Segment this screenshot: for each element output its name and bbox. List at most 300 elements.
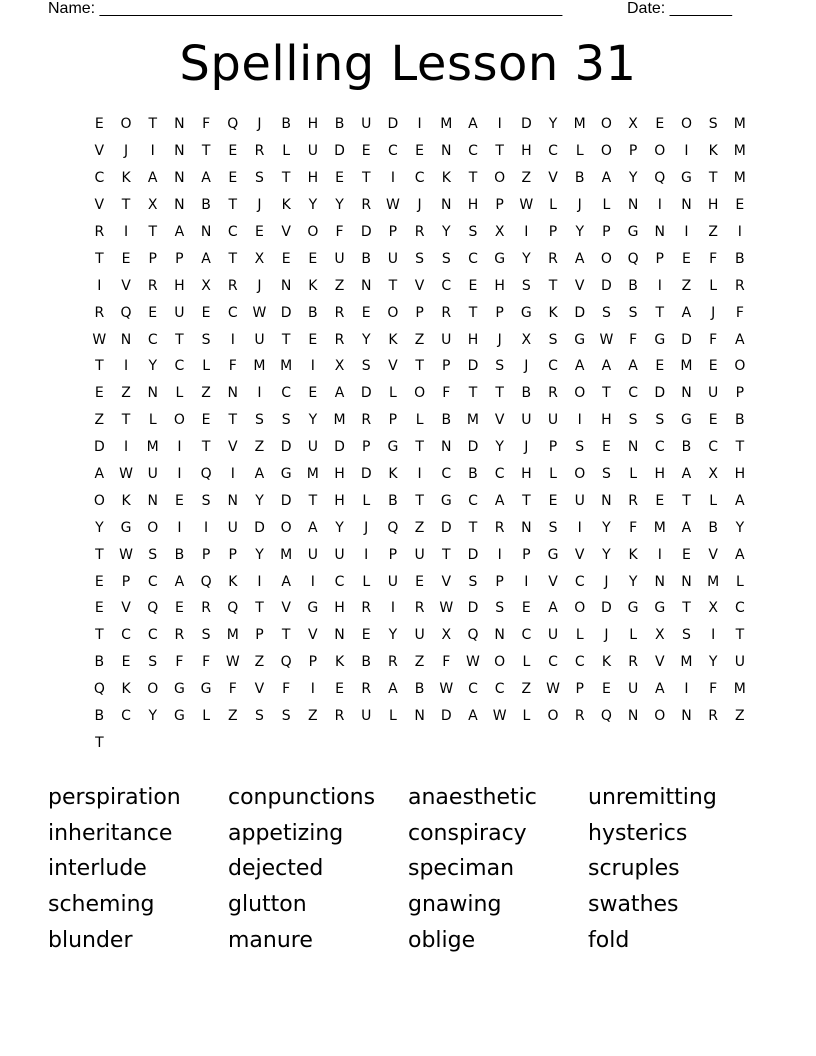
grid-letter: K — [308, 277, 318, 294]
grid-letter: X — [441, 627, 452, 644]
grid-letter: E — [228, 170, 238, 187]
grid-letter: Z — [121, 385, 131, 402]
grid-letter: A — [735, 331, 745, 348]
grid-letter: L — [415, 412, 424, 429]
grid-letter: P — [522, 546, 531, 563]
grid-letter: P — [442, 358, 451, 375]
grid-letter: I — [390, 600, 395, 617]
grid-letter: M — [440, 116, 453, 133]
grid-letter: E — [94, 385, 104, 402]
grid-letter: Z — [308, 708, 318, 725]
grid-letter: C — [521, 627, 532, 644]
grid-letter: C — [494, 681, 505, 698]
grid-letter: J — [257, 197, 262, 214]
grid-letter: B — [361, 654, 372, 671]
word-list-item: gnawing — [408, 892, 502, 918]
grid-letter: Z — [735, 708, 745, 725]
grid-letter: I — [657, 277, 662, 294]
grid-letter: O — [600, 143, 612, 160]
grid-letter: I — [150, 143, 155, 160]
grid-letter: Y — [495, 439, 504, 456]
grid-letter: E — [308, 331, 318, 348]
grid-letter: C — [227, 224, 238, 240]
grid-letter: J — [364, 519, 369, 536]
grid-letter: R — [94, 304, 105, 321]
grid-letter: I — [204, 519, 209, 536]
grid-letter: T — [495, 385, 504, 402]
grid-letter: S — [468, 224, 478, 240]
grid-letter: T — [95, 250, 104, 267]
grid-letter: B — [414, 681, 425, 698]
grid-letter: L — [202, 708, 210, 725]
grid-letter: D — [467, 358, 479, 375]
grid-letter: G — [627, 600, 639, 617]
grid-letter: I — [123, 224, 129, 240]
grid-letter: P — [361, 439, 371, 456]
grid-letter: V — [654, 654, 665, 671]
grid-letter: O — [600, 116, 612, 133]
grid-letter: V — [254, 681, 265, 698]
grid-letter: E — [708, 358, 718, 375]
grid-letter: C — [548, 358, 558, 375]
grid-letter: K — [628, 546, 638, 563]
grid-letter: F — [735, 304, 744, 321]
grid-letter: M — [306, 466, 319, 483]
grid-letter: F — [175, 654, 184, 671]
grid-letter: S — [201, 627, 211, 644]
grid-letter: F — [335, 224, 344, 240]
grid-letter: B — [361, 250, 372, 267]
grid-letter: Y — [602, 519, 611, 536]
word-list-item: dejected — [228, 856, 324, 882]
grid-letter: C — [147, 331, 158, 348]
grid-letter: I — [257, 385, 262, 402]
grid-letter: L — [575, 143, 584, 160]
grid-letter: J — [524, 439, 529, 456]
grid-letter: A — [388, 681, 398, 698]
grid-letter: D — [467, 439, 479, 456]
grid-letter: P — [495, 304, 504, 321]
grid-letter: M — [733, 170, 746, 187]
word-list-item: manure — [228, 927, 313, 953]
grid-letter: O — [387, 304, 399, 321]
grid-letter: L — [362, 492, 371, 509]
grid-letter: U — [334, 546, 345, 563]
grid-letter: C — [468, 250, 478, 267]
grid-letter: L — [282, 143, 291, 160]
grid-letter: H — [467, 331, 479, 348]
grid-letter: N — [521, 519, 532, 536]
grid-letter: L — [389, 385, 397, 402]
grid-letter: F — [629, 519, 638, 536]
grid-letter: C — [468, 143, 478, 160]
grid-letter: X — [654, 627, 665, 644]
grid-letter: B — [708, 519, 718, 536]
grid-letter: S — [495, 358, 505, 375]
grid-letter: N — [414, 708, 425, 725]
grid-letter: A — [308, 519, 318, 536]
page-title: Spelling Lesson 31 — [179, 36, 637, 92]
grid-letter: S — [468, 573, 478, 590]
grid-letter: T — [281, 627, 291, 644]
word-list-item: fold — [588, 927, 630, 953]
grid-letter: R — [414, 224, 425, 240]
grid-letter: U — [387, 250, 399, 267]
grid-letter: X — [254, 250, 265, 267]
grid-letter: N — [334, 627, 345, 644]
grid-letter: E — [415, 143, 425, 160]
grid-letter: C — [147, 627, 158, 644]
grid-letter: O — [173, 412, 185, 429]
grid-letter: T — [121, 412, 131, 429]
grid-letter: H — [707, 197, 719, 214]
grid-letter: O — [93, 492, 105, 509]
grid-letter: P — [602, 224, 611, 240]
grid-letter: E — [281, 250, 291, 267]
word-list-item: glutton — [228, 892, 307, 918]
grid-letter: Y — [255, 546, 264, 563]
grid-letter: S — [601, 304, 611, 321]
grid-letter: U — [361, 708, 372, 725]
grid-letter: W — [119, 546, 133, 563]
grid-letter: R — [147, 277, 158, 294]
word-list-item: scruples — [588, 856, 680, 882]
grid-letter: L — [362, 573, 371, 590]
grid-letter: O — [414, 385, 426, 402]
grid-letter: C — [494, 466, 505, 483]
grid-letter: P — [175, 250, 184, 267]
grid-letter: R — [734, 277, 745, 294]
grid-letter: I — [390, 170, 395, 187]
grid-letter: N — [227, 492, 239, 509]
grid-letter: N — [200, 224, 212, 240]
grid-letter: Z — [521, 170, 532, 187]
grid-letter: T — [228, 412, 238, 429]
grid-letter: K — [281, 197, 291, 214]
grid-letter: T — [95, 358, 104, 375]
grid-letter: Y — [388, 627, 398, 644]
grid-letter: J — [123, 143, 129, 160]
grid-letter: N — [174, 116, 185, 133]
grid-letter: I — [230, 466, 235, 483]
grid-letter: N — [441, 143, 452, 160]
grid-letter: Z — [414, 519, 425, 536]
grid-letter: A — [174, 573, 185, 590]
grid-letter: F — [709, 250, 718, 267]
grid-letter: E — [415, 573, 425, 590]
grid-letter: E — [655, 492, 665, 509]
grid-letter: L — [709, 492, 718, 509]
grid-letter: C — [174, 358, 185, 375]
grid-letter: D — [360, 224, 372, 240]
grid-letter: D — [601, 277, 612, 294]
grid-letter: C — [734, 600, 745, 617]
word-list-item: scheming — [48, 892, 155, 918]
grid-letter: A — [468, 708, 478, 725]
grid-letter: A — [494, 492, 505, 509]
grid-letter: L — [575, 627, 584, 644]
grid-letter: G — [681, 412, 692, 429]
grid-letter: K — [121, 681, 131, 698]
grid-letter: I — [657, 546, 662, 563]
grid-letter: B — [94, 708, 105, 725]
grid-letter: O — [547, 708, 559, 725]
grid-letter: A — [574, 358, 585, 375]
grid-letter: A — [334, 385, 345, 402]
grid-letter: G — [520, 304, 532, 321]
grid-letter: D — [93, 439, 105, 456]
grid-letter: T — [415, 358, 424, 375]
grid-letter: V — [548, 170, 558, 187]
grid-letter: X — [334, 358, 345, 375]
grid-letter: T — [95, 734, 104, 751]
grid-letter: S — [628, 412, 638, 429]
grid-letter: V — [574, 546, 585, 563]
grid-letter: S — [281, 708, 291, 725]
grid-letter: A — [201, 250, 211, 267]
grid-letter: J — [497, 331, 502, 348]
grid-letter: L — [709, 277, 718, 294]
grid-letter: F — [629, 331, 638, 348]
grid-letter: D — [467, 546, 479, 563]
grid-letter: G — [681, 170, 692, 187]
word-list-item: interlude — [48, 856, 147, 882]
grid-letter: O — [680, 116, 692, 133]
grid-letter: E — [521, 600, 531, 617]
grid-letter: Y — [95, 519, 104, 536]
grid-letter: R — [361, 600, 372, 617]
grid-letter: R — [94, 224, 105, 240]
grid-letter: N — [147, 385, 158, 402]
word-list-item: speciman — [408, 856, 515, 882]
grid-letter: J — [577, 197, 582, 214]
grid-letter: T — [442, 546, 451, 563]
grid-letter: M — [653, 519, 666, 536]
grid-letter: C — [414, 170, 425, 187]
grid-letter: S — [415, 250, 425, 267]
grid-letter: Z — [254, 654, 265, 671]
grid-letter: D — [574, 304, 586, 321]
word-search-grid — [86, 111, 753, 756]
grid-letter: T — [468, 304, 478, 321]
grid-letter: I — [177, 519, 182, 536]
grid-letter: S — [361, 358, 371, 375]
grid-letter: E — [335, 681, 344, 698]
grid-letter: U — [414, 546, 425, 563]
grid-letter: Y — [548, 116, 558, 133]
grid-letter: W — [385, 197, 400, 214]
grid-letter: T — [228, 197, 238, 214]
grid-letter: E — [148, 304, 158, 321]
grid-letter: S — [255, 708, 264, 725]
grid-letter: B — [468, 466, 478, 483]
grid-letter: W — [119, 466, 133, 483]
grid-letter: C — [388, 143, 398, 160]
grid-letter: R — [574, 708, 585, 725]
grid-letter: A — [654, 681, 665, 698]
grid-letter: S — [148, 654, 158, 671]
grid-letter: H — [521, 143, 532, 160]
name-line: Name: ____________________________________________________ — [48, 0, 563, 17]
grid-letter: O — [147, 681, 159, 698]
grid-letter: M — [466, 412, 480, 429]
grid-letter: N — [227, 385, 239, 402]
grid-letter: G — [280, 466, 292, 483]
grid-letter: T — [495, 143, 504, 160]
grid-letter: V — [281, 600, 291, 617]
grid-letter: U — [734, 654, 745, 671]
grid-letter: E — [735, 197, 745, 214]
grid-letter: Z — [227, 708, 238, 725]
grid-letter: A — [628, 358, 638, 375]
word-list-item: conspiracy — [408, 820, 527, 846]
grid-letter: A — [281, 573, 291, 590]
grid-letter: U — [174, 304, 185, 321]
grid-letter: N — [174, 170, 185, 187]
grid-letter: E — [121, 250, 131, 267]
grid-letter: U — [414, 627, 425, 644]
grid-letter: R — [201, 600, 211, 617]
grid-letter: N — [174, 197, 185, 214]
grid-letter: E — [308, 385, 318, 402]
grid-letter: Y — [335, 519, 344, 536]
grid-letter: T — [522, 492, 531, 509]
grid-letter: F — [228, 358, 237, 375]
grid-letter: X — [708, 600, 718, 617]
grid-letter: A — [468, 116, 478, 133]
grid-letter: I — [123, 358, 129, 375]
grid-letter: D — [440, 708, 452, 725]
grid-letter: C — [281, 385, 292, 402]
grid-letter: S — [521, 277, 531, 294]
grid-letter: R — [388, 654, 398, 671]
grid-letter: S — [548, 331, 558, 348]
grid-letter: O — [307, 224, 319, 240]
grid-letter: G — [440, 492, 452, 509]
grid-letter: Q — [227, 116, 239, 133]
grid-letter: Z — [334, 277, 345, 294]
grid-letter: P — [548, 224, 558, 240]
grid-letter: L — [389, 708, 397, 725]
grid-letter: Q — [654, 170, 666, 187]
grid-letter: A — [601, 358, 612, 375]
grid-letter: L — [602, 197, 611, 214]
grid-letter: F — [282, 681, 291, 698]
grid-letter: W — [252, 304, 267, 321]
grid-letter: T — [121, 197, 131, 214]
grid-letter: I — [524, 224, 529, 240]
grid-letter: V — [548, 573, 558, 590]
grid-letter: F — [202, 654, 211, 671]
grid-letter: T — [255, 600, 264, 617]
grid-letter: E — [468, 277, 478, 294]
grid-letter: I — [177, 466, 182, 483]
grid-letter: C — [334, 573, 345, 590]
grid-letter: G — [307, 600, 319, 617]
grid-letter: Y — [628, 170, 638, 187]
grid-letter: J — [604, 573, 609, 590]
grid-letter: L — [175, 385, 184, 402]
grid-letter: V — [574, 277, 585, 294]
grid-letter: T — [148, 116, 157, 133]
word-list-item: perspiration — [48, 785, 181, 811]
grid-letter: E — [601, 439, 611, 456]
grid-letter: R — [334, 708, 345, 725]
grid-letter: J — [604, 627, 609, 644]
grid-letter: V — [94, 197, 105, 214]
grid-letter: U — [521, 412, 532, 429]
grid-letter: F — [442, 654, 451, 671]
grid-letter: R — [548, 385, 558, 402]
grid-letter: K — [388, 466, 398, 483]
grid-letter: E — [255, 224, 264, 240]
grid-letter: R — [494, 519, 505, 536]
grid-letter: U — [307, 143, 318, 160]
grid-letter: N — [654, 224, 666, 240]
grid-letter: Y — [522, 250, 531, 267]
grid-letter: P — [255, 627, 264, 644]
grid-letter: N — [681, 573, 692, 590]
grid-letter: Q — [387, 519, 399, 536]
grid-letter: N — [441, 439, 452, 456]
grid-letter: M — [573, 116, 586, 133]
grid-letter: V — [441, 573, 452, 590]
grid-letter: T — [735, 627, 745, 644]
grid-letter: C — [121, 627, 131, 644]
grid-letter: U — [227, 519, 238, 536]
grid-letter: N — [120, 331, 132, 348]
grid-letter: B — [574, 170, 585, 187]
grid-letter: U — [547, 627, 559, 644]
grid-letter: U — [387, 573, 399, 590]
grid-letter: B — [628, 277, 638, 294]
grid-letter: Y — [575, 224, 584, 240]
grid-letter: A — [548, 600, 558, 617]
grid-letter: V — [121, 600, 131, 617]
grid-letter: B — [681, 439, 692, 456]
grid-letter: L — [522, 708, 531, 725]
grid-letter: T — [281, 170, 291, 187]
grid-letter: H — [334, 600, 345, 617]
grid-letter: Q — [227, 600, 239, 617]
grid-letter: N — [681, 385, 692, 402]
grid-letter: O — [574, 600, 586, 617]
grid-letter: W — [92, 331, 107, 348]
word-list-item: blunder — [48, 927, 133, 953]
grid-letter: Y — [602, 546, 611, 563]
grid-letter: T — [148, 224, 157, 240]
word-list-item: swathes — [588, 892, 679, 918]
grid-letter: T — [388, 277, 398, 294]
grid-letter: R — [414, 600, 425, 617]
grid-letter: A — [201, 170, 211, 187]
grid-letter: E — [361, 627, 371, 644]
grid-letter: P — [628, 143, 638, 160]
grid-letter: X — [628, 116, 638, 133]
grid-letter: O — [654, 143, 666, 160]
grid-letter: S — [148, 546, 158, 563]
grid-letter: M — [733, 681, 746, 698]
grid-letter: C — [548, 143, 558, 160]
grid-letter: M — [680, 654, 693, 671]
grid-letter: V — [121, 277, 131, 294]
grid-letter: G — [547, 546, 559, 563]
grid-letter: A — [147, 170, 158, 187]
grid-letter: Y — [148, 358, 157, 375]
grid-letter: H — [174, 277, 185, 294]
grid-letter: N — [601, 492, 612, 509]
grid-letter: N — [627, 197, 639, 214]
